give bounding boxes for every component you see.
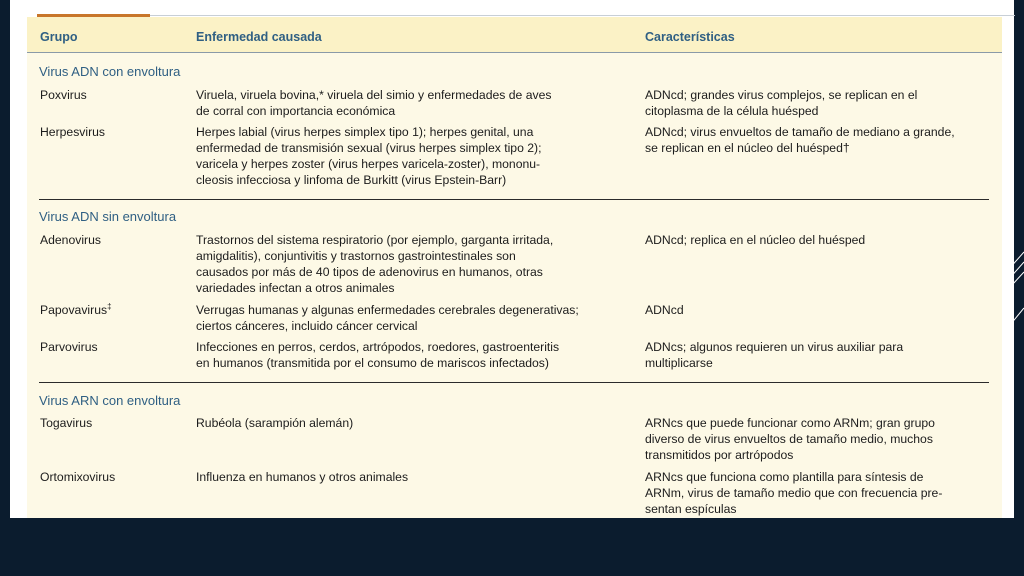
group-cell: Adenovirus: [40, 233, 101, 247]
decorative-lines-icon: [1006, 240, 1024, 330]
disease-cell: Herpes labial (virus herpes simplex tipo 1); herpes genital, una enfermedad de transmisión sexual (virus herpes simplex tipo 2); varicela y herpes zoster (virus herpes varicela-zoster), mononu- cleosis infecciosa y linfoma de Burkitt (virus Epstein-Barr): [196, 125, 542, 187]
section-title: Virus ARN con envoltura: [39, 393, 181, 408]
header-enfermedad: Enfermedad causada: [196, 30, 322, 44]
traits-cell: ARNcs que puede funcionar como ARNm; gran grupo diverso de virus envueltos de tamaño medio, muchos transmitidos por artrópodos: [645, 416, 935, 462]
traits-cell: ADNcd; grandes virus complejos, se replican en el citoplasma de la célula huésped: [645, 88, 918, 118]
disease-cell: Infecciones en perros, cerdos, artrópodos, roedores, gastroenteritis en humanos (transmitida por el consumo de mariscos infectados): [196, 340, 560, 370]
section-divider: [39, 199, 989, 200]
footnote-mark: ‡: [107, 301, 112, 311]
section-title: Virus ADN con envoltura: [39, 64, 181, 79]
group-cell: Parvovirus: [40, 340, 98, 354]
group-cell: Herpesvirus: [40, 125, 106, 139]
traits-cell: ADNcs; algunos requieren un virus auxiliar para multiplicarse: [645, 340, 904, 370]
disease-cell: Trastornos del sistema respiratorio (por ejemplo, garganta irritada, amigdalitis), conjuntivitis y trastornos gastrointestinales son causados por más de 40 tipos de adenovirus en humanos, otras variedades infectan a otros animales: [196, 233, 554, 295]
virus-table: [27, 17, 1002, 518]
section-divider: [39, 382, 989, 383]
disease-cell: Influenza en humanos y otros animales: [196, 470, 409, 484]
traits-cell: ADNcd: [645, 303, 684, 317]
group-cell: Togavirus: [40, 416, 93, 430]
table-header: [27, 17, 1002, 53]
traits-cell: ARNcs que funciona como plantilla para síntesis de ARNm, virus de tamaño medio que con frecuencia pre- sentan espículas: [645, 470, 943, 516]
section-title: Virus ADN sin envoltura: [39, 209, 177, 224]
disease-cell: Viruela, viruela bovina,* viruela del simio y enfermedades de aves de corral con importancia económica: [196, 88, 552, 118]
group-cell: Poxvirus: [40, 88, 87, 102]
disease-cell: Verrugas humanas y algunas enfermedades cerebrales degenerativas; ciertos cánceres, incluido cáncer cervical: [196, 303, 579, 333]
group-cell: Ortomixovirus: [40, 470, 116, 484]
traits-cell: ADNcd; replica en el núcleo del huésped: [645, 233, 866, 247]
header-caracteristicas: Características: [645, 30, 735, 44]
disease-cell: Rubéola (sarampión alemán): [196, 416, 354, 430]
traits-cell: ADNcd; virus envueltos de tamaño de mediano a grande, se replican en el núcleo del huésped†: [645, 125, 955, 155]
group-cell: Papovavirus‡: [40, 301, 112, 317]
top-rule: [150, 15, 1015, 16]
header-grupo: Grupo: [40, 30, 78, 44]
